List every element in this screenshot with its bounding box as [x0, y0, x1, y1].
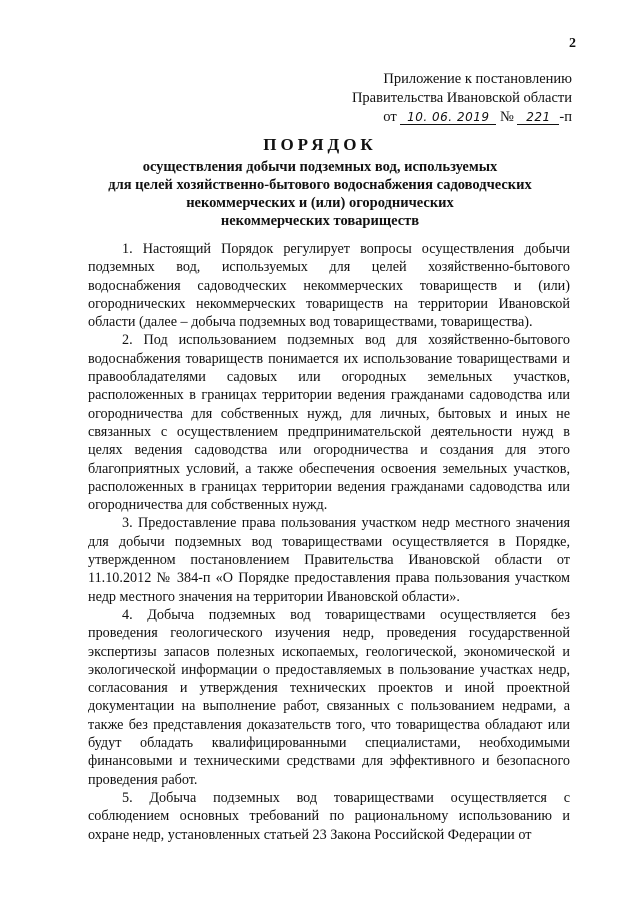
annex-header [352, 70, 572, 127]
annex-number-sign: № [499, 109, 514, 125]
page-number: 2 [569, 36, 576, 51]
paragraph-1: 1. Настоящий Порядок регулирует вопросы осуществления добычи подземных вод, используемых для целей хозяйственно-бытового водоснабжения садоводческих некоммерческих товариществ и (или) огороднических некоммерческих товариществ на территории Ивановской области (далее – добыча подземных вод товариществами, товарищества). [88, 241, 570, 331]
title-sub-line: некоммерческих и (или) огороднических [186, 195, 454, 211]
paragraph-5: 5. Добыча подземных вод товариществами осуществляется с соблюдением основных требований по рациональному использованию и охране недр, установленных статьей 23 Закона Российской Федерации от [88, 789, 570, 843]
title-main: ПОРЯДОК [263, 135, 377, 154]
document-title [0, 134, 640, 230]
document-body [88, 240, 570, 844]
paragraph-3: 3. Предоставление права пользования участком недр местного значения для добычи подземных вод товариществами осуществляется в Порядке, утвержденном постановлением Правительства Ивановской области от 11.10.2012 № 384-п «О Порядке предоставления права пользования участком недр местного значения на территории Ивановской области». [88, 515, 570, 605]
annex-number: 221 [517, 110, 559, 125]
annex-line-3 [352, 108, 572, 127]
annex-line-1: Приложение к постановлению [383, 71, 572, 87]
paragraph-2: 2. Под использованием подземных вод для хозяйственно-бытового водоснабжения товариществ понимается их использование товариществами и правообладателями садовых или огородных земельных участков, расположенных в границах территории ведения гражданами садоводства или огородничества для собственных нужд, для личных, бытовых и иных не связанных с осуществлением предпринимательской деятельности нужд в целях ведения садоводства или огородничества и создания для этого благоприятных условий, а также обеспечения освоения земельных участков, расположенных в границах территории ведения гражданами садоводства или огородничества для собственных нужд. [88, 332, 570, 514]
title-sub-line: осуществления добычи подземных вод, используемых [142, 159, 498, 175]
annex-suffix: -п [559, 109, 572, 125]
annex-from-prefix: от [383, 109, 397, 125]
title-sub-line: некоммерческих товариществ [220, 213, 420, 229]
title-sub-line: для целей хозяйственно-бытового водоснабжения садоводческих [108, 177, 532, 193]
annex-line-2: Правительства Ивановской области [351, 90, 572, 106]
paragraph-4: 4. Добыча подземных вод товариществами осуществляется без проведения геологического изучения недр, проведения государственной экспертизы запасов полезных ископаемых, геологической, экономической и экологической информации о предоставляемых в пользование участках недр, согласования и утверждения технических проектов и иной проектной документации на выполнение работ, связанных с пользованием недрами, а также без представления доказательств того, что товарищества обладают или будут обладать квалифицированными специалистами, необходимыми финансовыми и техническими средствами для эффективного и безопасного проведения работ. [88, 606, 570, 788]
annex-date: 10. 06. 2019 [400, 110, 496, 125]
title-subtitle [0, 158, 640, 230]
